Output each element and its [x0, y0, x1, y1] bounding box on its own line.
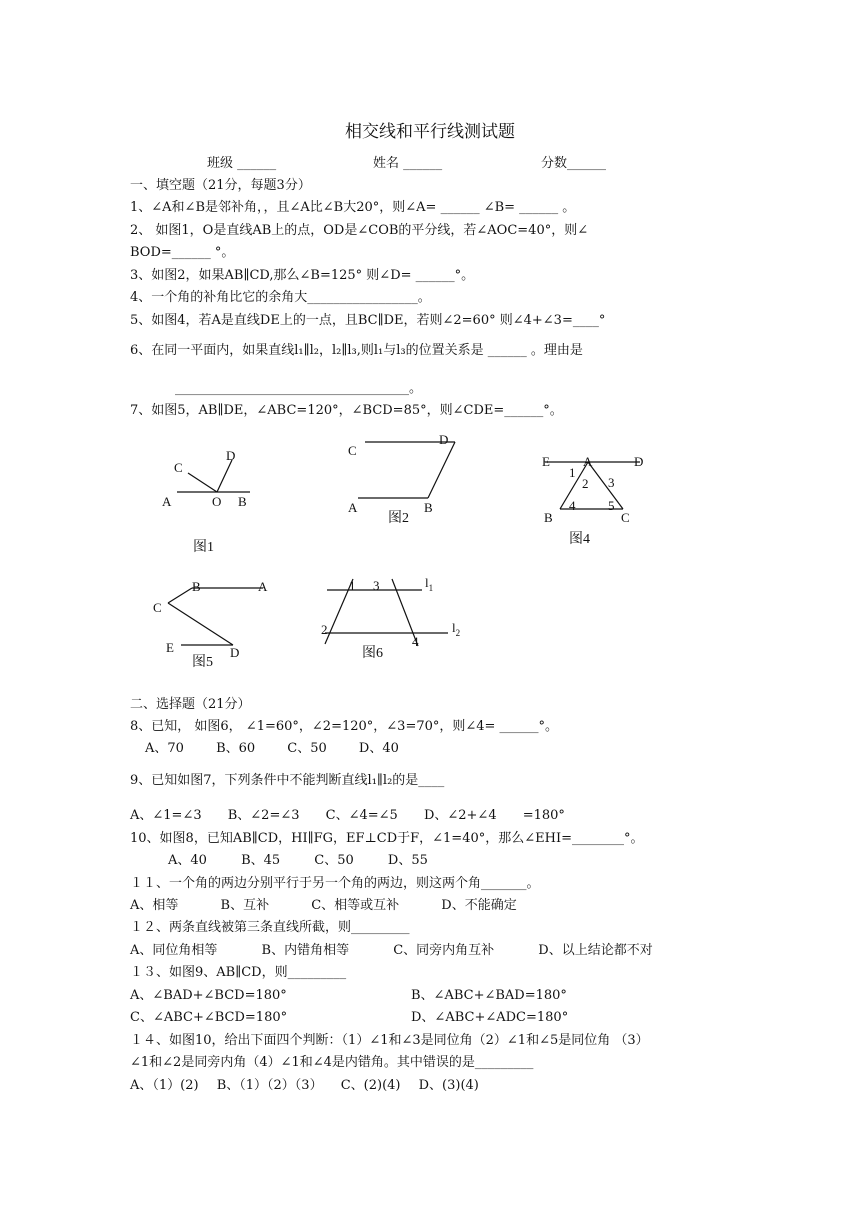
fig5-label-c: C: [153, 600, 162, 615]
question-12: １２、两条直线被第三条直线所截，则_________: [130, 920, 410, 935]
question-6-line1: 6、在同一平面内，如果直线l₁∥l₂，l₂∥l₃,则l₁与l₃的位置关系是 ______ 。理由是: [130, 343, 583, 358]
figure-5: [145, 575, 280, 675]
fig6-label-l2: $l_2$: [452, 620, 461, 638]
fig4-label-d: D: [634, 454, 644, 469]
fig2-label-b: B: [424, 500, 433, 515]
fig6-label-2: 2: [321, 622, 328, 637]
question-13-option-c: C、∠ABC+∠BCD=180°: [130, 1010, 288, 1025]
question-10: 10、如图8，已知AB∥CD，HI∥FG，EF⊥CD于F，∠1=40°，那么∠EHI=________°。: [130, 831, 644, 846]
question-3: 3、如图2，如果AB∥CD,那么∠B=125° 则∠D= ______°。: [130, 268, 475, 283]
fig5-line-cd: [168, 603, 233, 645]
question-6-line2: ____________________________________。: [175, 381, 423, 396]
figure-1: [155, 445, 275, 560]
fig1-label-d: D: [226, 448, 236, 463]
fig5-line-bc: [168, 588, 192, 603]
fig4-label-e: E: [542, 454, 550, 469]
fig4-line-ac: [588, 462, 623, 509]
question-13: １３、如图9、AB∥CD，则_________: [130, 965, 347, 980]
fig4-label-a: A: [583, 454, 593, 469]
fig4-label-b: B: [544, 510, 553, 525]
name-field: 姓名 ______: [373, 156, 443, 171]
question-14-line2: ∠1和∠2是同旁内角（4）∠1和∠4是内错角。其中错误的是_________: [130, 1055, 534, 1070]
score-field: 分数______: [541, 156, 607, 171]
fig4-label-2: 2: [582, 476, 589, 491]
question-12-options: A、同位角相等 B、内错角相等 C、同旁内角互补 D、以上结论都不对: [130, 943, 653, 958]
figure-6: [315, 570, 475, 670]
question-9: 9、已知如图7，下列条件中不能判断直线l₁∥l₂的是____: [130, 773, 445, 788]
fig5-label-e: E: [166, 640, 174, 655]
fig4-label-c: C: [621, 510, 630, 525]
fig2-label-d: D: [439, 432, 449, 447]
fig2-label-a: A: [348, 500, 358, 515]
fig4-caption: 图4: [569, 532, 590, 547]
fig6-label-4: 4: [412, 634, 419, 649]
fig5-label-d: D: [230, 645, 240, 660]
question-13-option-b: B、∠ABC+∠BAD=180°: [411, 988, 567, 1003]
question-7: 7、如图5，AB∥DE，∠ABC=120°，∠BCD=85°，则∠CDE=______°。: [130, 403, 563, 418]
question-14-options: A、（1）(2) B、（1）（2）（3） C、(2)(4) D、(3)(4): [130, 1078, 479, 1093]
page-title: 相交线和平行线测试题: [345, 122, 515, 142]
fig1-caption: 图1: [193, 540, 214, 555]
section2-heading: 二、选择题（21分）: [130, 697, 251, 712]
question-5: 5、如图4，若A是直线DE上的一点，且BC∥DE，若则∠2=60° 则∠4+∠3=____°: [130, 313, 606, 328]
fig4-label-3: 3: [608, 475, 615, 490]
fig1-label-b: B: [238, 494, 247, 509]
question-13-option-a: A、∠BAD+∠BCD=180°: [130, 988, 287, 1003]
section1-heading: 一、填空题（21分，每题3分）: [130, 178, 311, 193]
fig1-label-a: A: [162, 494, 172, 509]
fig2-line-bd: [428, 442, 455, 498]
class-field: 班级 ______: [207, 156, 277, 171]
fig1-label-c: C: [174, 460, 183, 475]
fig5-label-b: B: [192, 579, 201, 594]
question-11-options: A、相等 B、互补 C、相等或互补 D、不能确定: [130, 898, 517, 913]
figure-2: [340, 430, 475, 530]
fig4-label-1: 1: [569, 465, 576, 480]
question-11: １１、一个角的两边分别平行于另一个角的两边，则这两个角_______。: [130, 876, 540, 891]
fig2-caption: 图2: [388, 511, 409, 526]
fig1-label-o: O: [212, 494, 222, 509]
fig6-label-3: 3: [373, 578, 380, 593]
fig6-label-1: 1: [349, 578, 356, 593]
question-2-line1: 2、 如图1，O是直线AB上的点，OD是∠COB的平分线，若∠AOC=40°，则∠: [130, 223, 589, 238]
fig1-ray-oc: [188, 473, 217, 492]
fig4-label-4: 4: [569, 498, 576, 513]
question-2-line2: BOD=______ °。: [130, 245, 235, 260]
fig4-label-5: 5: [608, 498, 615, 513]
question-8: 8、已知， 如图6， ∠1=60°，∠2=120°，∠3=70°，则∠4= ______°。: [130, 719, 559, 734]
fig1-ray-od: [217, 460, 232, 492]
question-14-line1: １４、如图10，给出下面四个判断：（1）∠1和∠3是同位角（2）∠1和∠5是同位角 （3）: [130, 1033, 649, 1048]
question-10-options: A、40 B、45 C、50 D、55: [168, 853, 428, 868]
figure-4: [535, 450, 665, 550]
question-13-option-d: D、∠ABC+∠ADC=180°: [411, 1010, 569, 1025]
fig6-label-l1: $l_1$: [425, 575, 434, 593]
fig2-label-c: C: [348, 443, 357, 458]
question-8-options: A、70 B、60 C、50 D、40: [145, 741, 399, 756]
fig5-label-a: A: [258, 579, 268, 594]
fig6-caption: 图6: [362, 646, 383, 661]
question-1: 1、∠A和∠B是邻补角，，且∠A比∠B大20°，则∠A= ______ ∠B= ______ 。: [130, 200, 576, 215]
question-4: 4、一个角的补角比它的余角大_________________。: [130, 290, 431, 305]
fig5-caption: 图5: [192, 655, 213, 670]
question-9-options: A、∠1=∠3 B、∠2=∠3 C、∠4=∠5 D、∠2+∠4 =180°: [130, 808, 565, 823]
